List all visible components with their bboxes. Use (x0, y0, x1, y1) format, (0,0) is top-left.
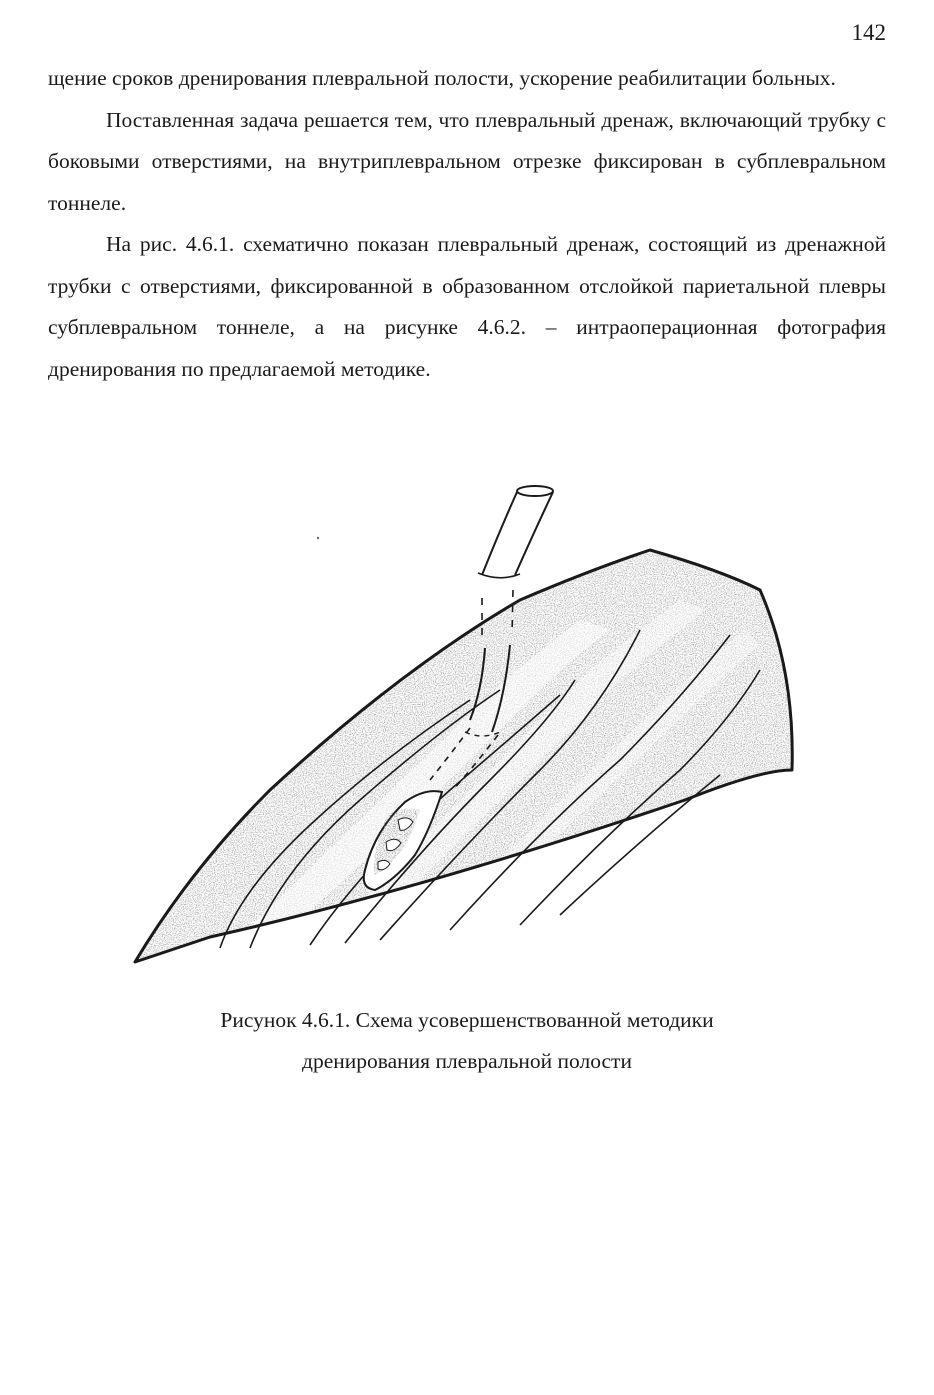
drainage-schematic-drawing (120, 470, 810, 980)
paragraph-continued: щение сроков дренирования плевральной полости, ускорение реабилитации больных. (48, 66, 836, 90)
caption-line-1: Рисунок 4.6.1. Схема усовершенствованной методики (220, 1008, 714, 1032)
paragraph-figure-reference: На рис. 4.6.1. схематично показан плевральный дренаж, состоящий из дренажной трубки с отверстиями, фиксированной в образованном отслойкой париетальной плевры субплевральном тоннеле, а на рисунке 4.6.2. – интраоперационная фотография дренирования по предлагаемой методике. (48, 232, 886, 381)
caption-line-2: дренирования плевральной полости (302, 1049, 632, 1073)
scan-artifact (317, 537, 319, 539)
page-number: 142 (851, 20, 886, 45)
figure-drainage-schematic (120, 470, 810, 980)
figure-caption (48, 1000, 886, 1082)
body-text (48, 58, 886, 390)
paragraph-task: Поставленная задача решается тем, что плевральный дренаж, включающий трубку с боковыми отверстиями, на внутриплевральном отрезке фиксирован в субплевральном тоннеле. (48, 107, 886, 215)
